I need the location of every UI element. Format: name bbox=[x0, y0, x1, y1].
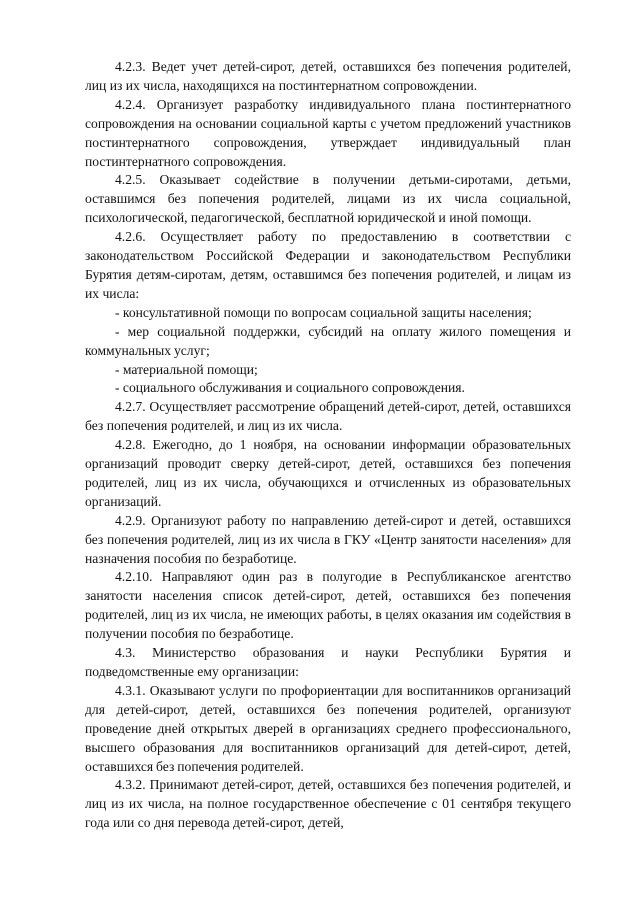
paragraph-4-2-4: 4.2.4. Организует разработку индивидуального плана постинтернатного сопровождения на основании социальной карты с учетом предложений участников постинтернатного сопровождения, утверждает индивидуальный план постинтернатного сопровождения. bbox=[85, 96, 571, 169]
paragraph-4-2-6: 4.2.6. Осуществляет работу по предоставлению в соответствии с законодательством Российской Федерации и законодательством Республики Бурятия детям-сиротам, детям, оставшимся без попечения родителей, и лицам из их числа: bbox=[85, 229, 571, 301]
paragraph-4-3-1: 4.3.1. Оказывают услуги по профориентации для воспитанников организаций для детей-сирот, детей, оставшихся без попечения родителей, организуют проведение дней открытых дверей в организациях среднего профессионального, высшего образования для воспитанников организаций для детей-сирот, детей, оставшихся без попечения родителей. bbox=[85, 682, 571, 774]
paragraph-4-2-5: 4.2.5. Оказывает содействие в получении детьми-сиротами, детьми, оставшимся без попечения родителей, лицами из их числа социальной, психологической, педагогической, бесплатной юридической и иной помощи. bbox=[85, 172, 571, 226]
list-item-social-support: - мер социальной поддержки, субсидий на оплату жилого помещения и коммунальных услуг; bbox=[85, 323, 571, 358]
paragraph-4-2-3: 4.2.3. Ведет учет детей-сирот, детей, оставшихся без попечения родителей, лиц из их числа, находящихся на постинтернатном сопровождении. bbox=[85, 59, 571, 93]
list-item-social-service: - социального обслуживания и социального сопровождения. bbox=[115, 380, 465, 396]
paragraph-4-2-9: 4.2.9. Организуют работу по направлению детей-сирот и детей, оставшихся без попечения родителей, лиц из их числа в ГКУ «Центр занятости населения» для назначения пособия по безработице. bbox=[85, 512, 571, 566]
paragraph-4-2-8: 4.2.8. Ежегодно, до 1 ноября, на основании информации образовательных организаций проводит сверку детей-сирот, детей, оставшихся без попечения родителей, лиц из их числа, обучающихся и отчисленных из образовательных организаций. bbox=[85, 437, 571, 509]
document-page bbox=[85, 58, 571, 833]
paragraph-4-3-2: 4.3.2. Принимают детей-сирот, детей, оставшихся без попечения родителей, и лиц из их числа, на полное государственное обеспечение с 01 сентября текущего года или со дня перевода детей-сирот, детей, bbox=[85, 777, 571, 831]
paragraph-4-2-10: 4.2.10. Направляют один раз в полугодие в Республиканское агентство занятости населения список детей-сирот, детей, оставшихся без попечения родителей, лиц из их числа, не имеющих работы, в целях оказания им содействия в получении пособия по безработице. bbox=[85, 569, 571, 642]
paragraph-4-3: 4.3. Министерство образования и науки Республики Бурятия и подведомственные ему организации: bbox=[85, 645, 571, 679]
list-item-consultative-help: - консультативной помощи по вопросам социальной защиты населения; bbox=[115, 304, 532, 320]
list-item-material-help: - материальной помощи; bbox=[115, 361, 258, 377]
paragraph-4-2-7: 4.2.7. Осуществляет рассмотрение обращений детей-сирот, детей, оставшихся без попечения родителей, и лиц из их числа. bbox=[85, 399, 571, 434]
